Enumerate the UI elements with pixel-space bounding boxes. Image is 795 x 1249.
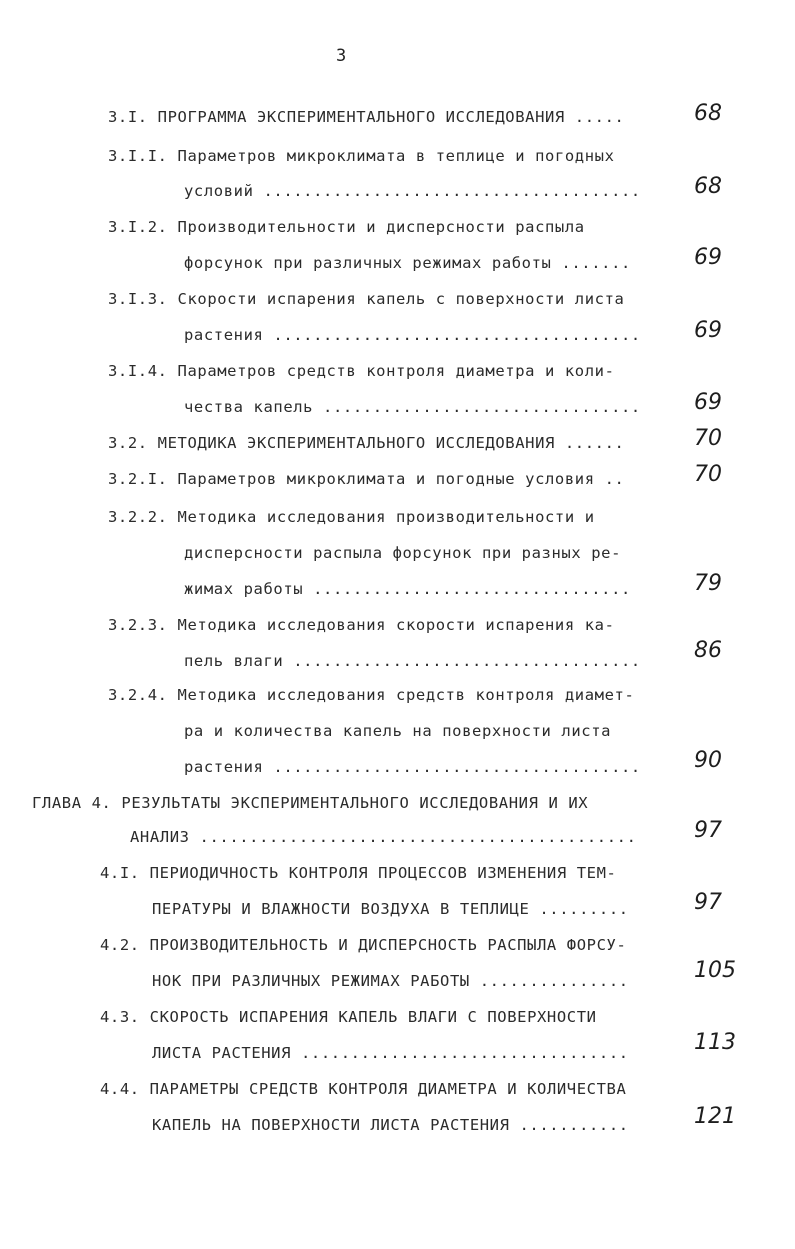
toc-line: жимах работы ................................ [184, 580, 631, 598]
toc-line: 3.I. ПРОГРАММА ЭКСПЕРИМЕНТАЛЬНОГО ИССЛЕДОВАНИЯ ..... [108, 108, 625, 126]
toc-line: 3.2.I. Параметров микроклимата и погодные условия .. [108, 470, 625, 488]
toc-chapter-line: АНАЛИЗ ............................................ [130, 828, 637, 846]
toc-page-number: 97 [694, 818, 722, 843]
toc-page-number: 69 [694, 245, 722, 270]
toc-line: 3.2. МЕТОДИКА ЭКСПЕРИМЕНТАЛЬНОГО ИССЛЕДОВАНИЯ ...... [108, 434, 625, 452]
toc-line: условий ...................................... [184, 182, 641, 200]
toc-line: растения ..................................... [184, 326, 641, 344]
toc-line: КАПЕЛЬ НА ПОВЕРХНОСТИ ЛИСТА РАСТЕНИЯ ........... [152, 1116, 629, 1134]
toc-page-number: 69 [694, 318, 722, 343]
toc-line: 4.4. ПАРАМЕТРЫ СРЕДСТВ КОНТРОЛЯ ДИАМЕТРА И КОЛИЧЕСТВА [100, 1080, 627, 1098]
toc-line: растения ..................................... [184, 758, 641, 776]
toc-line: ра и количества капель на поверхности листа [184, 722, 612, 740]
toc-chapter-line: ГЛАВА 4. РЕЗУЛЬТАТЫ ЭКСПЕРИМЕНТАЛЬНОГО ИССЛЕДОВАНИЯ И ИХ [32, 794, 589, 812]
toc-page-number: 68 [694, 174, 722, 199]
toc-page-number: 113 [694, 1030, 736, 1055]
toc-line: пель влаги ................................... [184, 652, 641, 670]
toc-line: 3.2.4. Методика исследования средств контроля диамет- [108, 686, 635, 704]
toc-line: ПЕРАТУРЫ И ВЛАЖНОСТИ ВОЗДУХА В ТЕПЛИЦЕ ......... [152, 900, 629, 918]
toc-page-number: 90 [694, 748, 722, 773]
toc-line: чества капель ................................ [184, 398, 641, 416]
toc-page-number: 86 [694, 638, 722, 663]
toc-line: 3.I.2. Производительности и дисперсности распыла [108, 218, 585, 236]
toc-page-number: 70 [694, 462, 722, 487]
page-number: 3 [336, 46, 347, 66]
toc-line: 3.2.3. Методика исследования скорости испарения ка- [108, 616, 615, 634]
toc-page-number: 69 [694, 390, 722, 415]
toc-page-number: 97 [694, 890, 722, 915]
toc-line: 3.I.I. Параметров микроклимата в теплице и погодных [108, 147, 615, 165]
toc-line: 3.2.2. Методика исследования производительности и [108, 508, 595, 526]
toc-line: 4.I. ПЕРИОДИЧНОСТЬ КОНТРОЛЯ ПРОЦЕССОВ ИЗМЕНЕНИЯ ТЕМ- [100, 864, 617, 882]
toc-line: 3.I.3. Скорости испарения капель с поверхности листа [108, 290, 625, 308]
toc-page-number: 79 [694, 571, 722, 596]
toc-line: ЛИСТА РАСТЕНИЯ ................................. [152, 1044, 629, 1062]
toc-line: форсунок при различных режимах работы ....... [184, 254, 631, 272]
toc-line: 4.2. ПРОИЗВОДИТЕЛЬНОСТЬ И ДИСПЕРСНОСТЬ РАСПЫЛА ФОРСУ- [100, 936, 627, 954]
toc-page-number: 121 [694, 1104, 736, 1129]
toc-page-number: 70 [694, 426, 722, 451]
toc-page-number: 68 [694, 101, 722, 126]
toc-line: НОК ПРИ РАЗЛИЧНЫХ РЕЖИМАХ РАБОТЫ ............... [152, 972, 629, 990]
toc-line: 3.I.4. Параметров средств контроля диаметра и коли- [108, 362, 615, 380]
toc-page-number: 105 [694, 958, 736, 983]
toc-line: дисперсности распыла форсунок при разных ре- [184, 544, 621, 562]
toc-line: 4.3. СКОРОСТЬ ИСПАРЕНИЯ КАПЕЛЬ ВЛАГИ С ПОВЕРХНОСТИ [100, 1008, 597, 1026]
